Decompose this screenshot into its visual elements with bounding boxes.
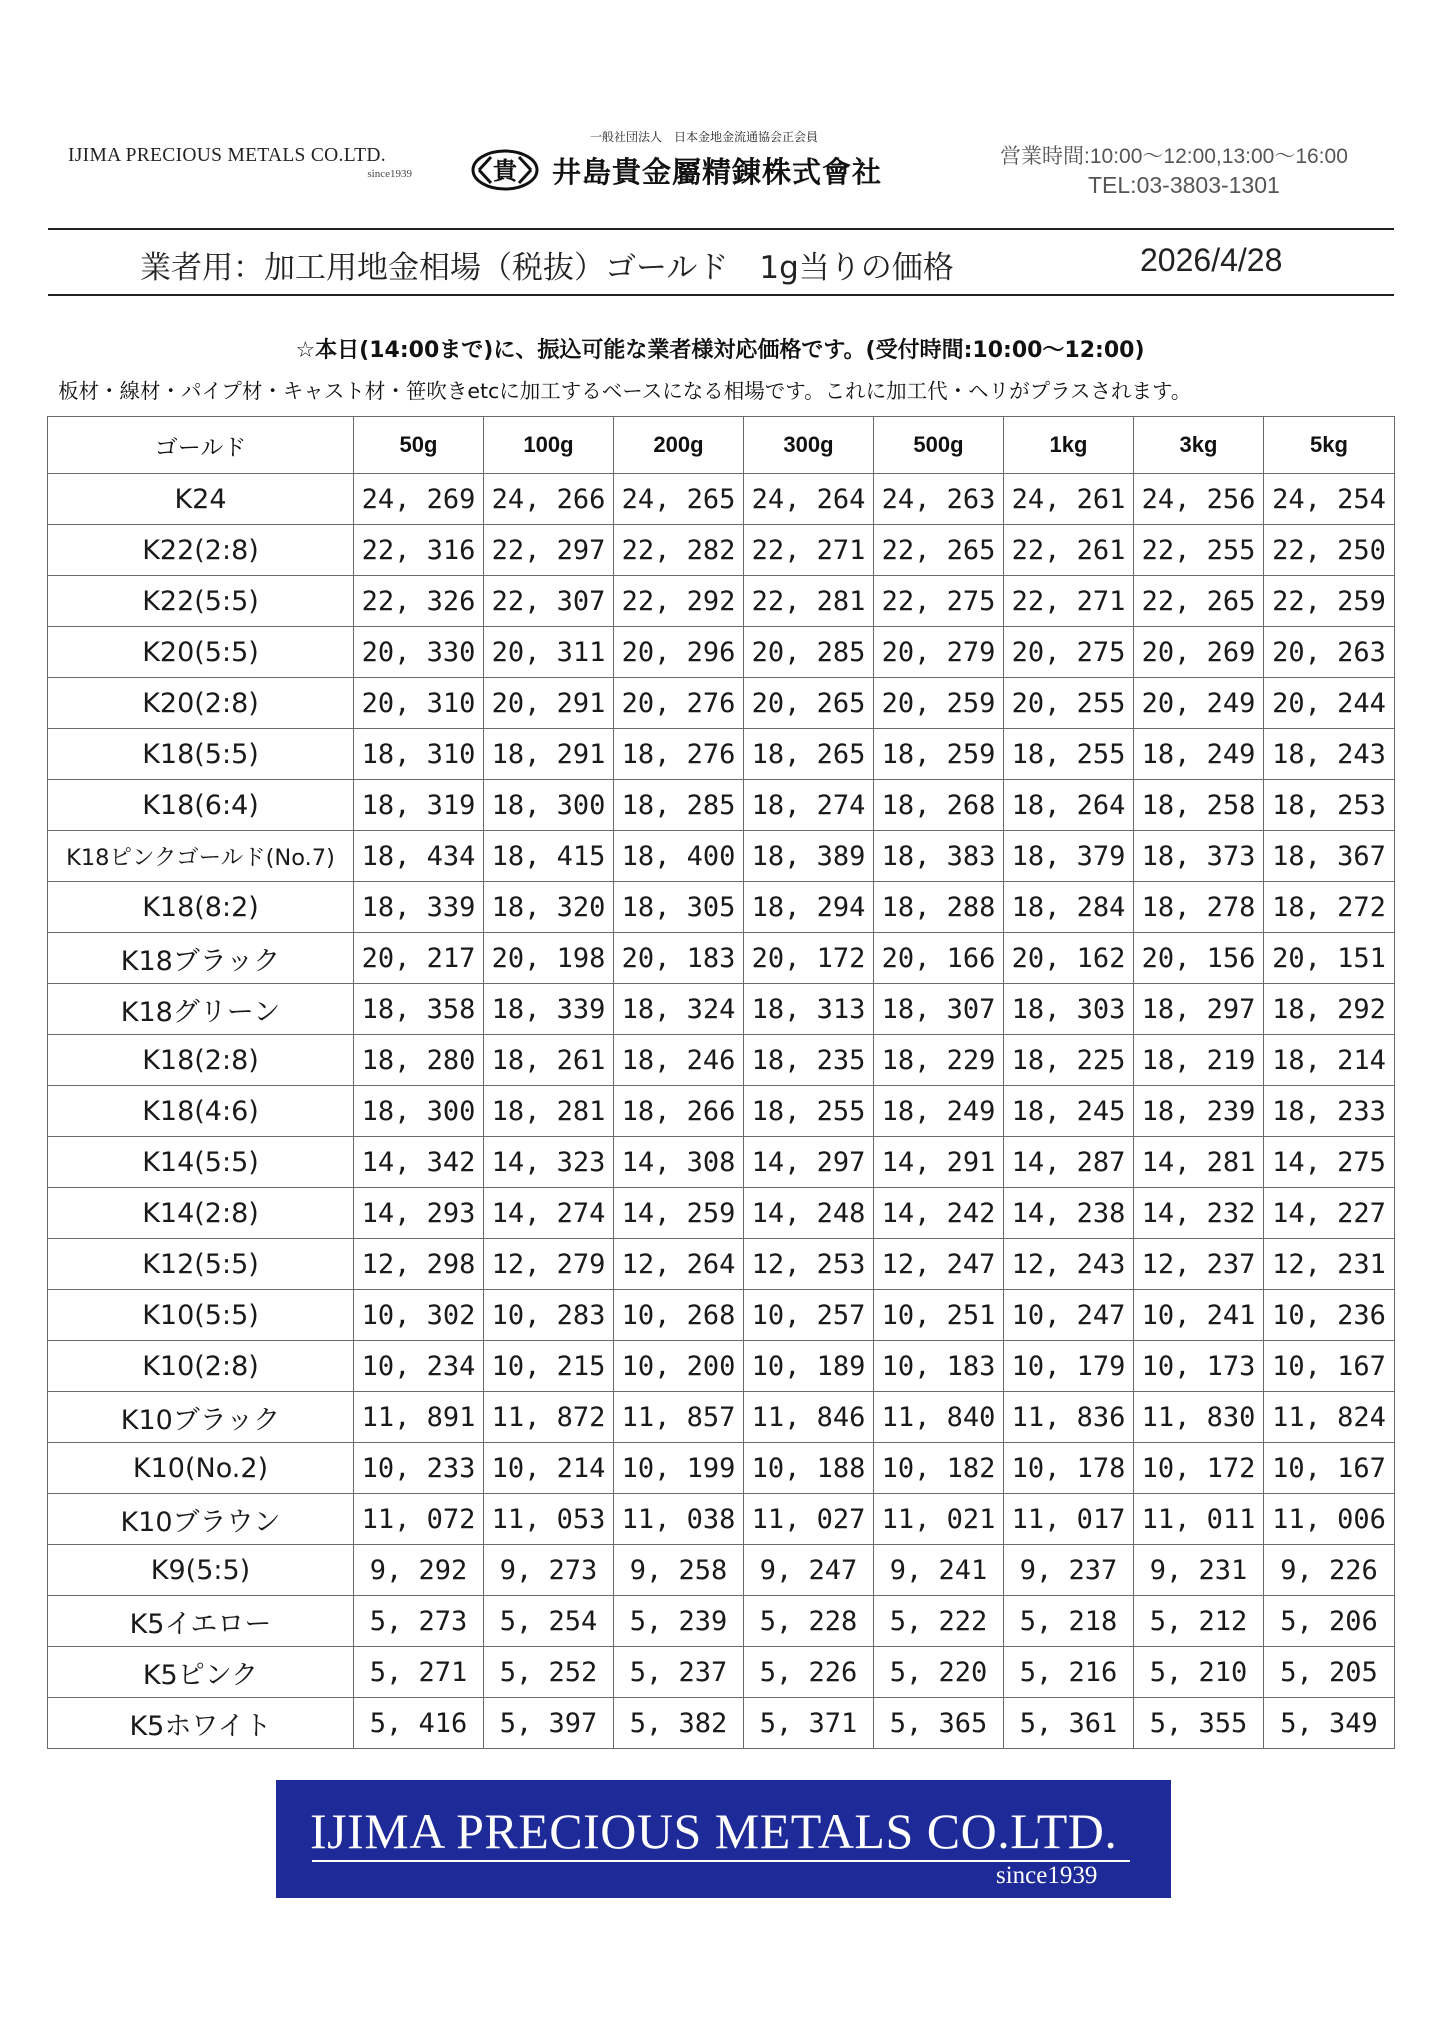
table-row <box>48 474 1395 525</box>
price-cell: 18, 291 <box>484 729 614 780</box>
alloy-label: K22(2:8) <box>48 525 354 576</box>
price-cell: 18, 389 <box>744 831 874 882</box>
price-cell: 14, 274 <box>484 1188 614 1239</box>
price-cell: 22, 297 <box>484 525 614 576</box>
table-row <box>48 1698 1395 1749</box>
price-cell: 14, 291 <box>874 1137 1004 1188</box>
contact-info <box>1000 140 1395 199</box>
price-cell: 18, 225 <box>1004 1035 1134 1086</box>
price-cell: 18, 264 <box>1004 780 1134 831</box>
table-row <box>48 525 1395 576</box>
table-row <box>48 678 1395 729</box>
price-cell: 10, 179 <box>1004 1341 1134 1392</box>
price-cell: 18, 255 <box>1004 729 1134 780</box>
price-cell: 18, 280 <box>354 1035 484 1086</box>
price-cell: 18, 258 <box>1134 780 1264 831</box>
price-cell: 11, 830 <box>1134 1392 1264 1443</box>
price-cell: 5, 218 <box>1004 1596 1134 1647</box>
price-cell: 18, 373 <box>1134 831 1264 882</box>
price-cell: 22, 292 <box>614 576 744 627</box>
price-cell: 22, 271 <box>744 525 874 576</box>
table-row <box>48 1494 1395 1545</box>
alloy-label: K18ブラック <box>48 933 354 984</box>
price-cell: 10, 189 <box>744 1341 874 1392</box>
price-cell: 18, 229 <box>874 1035 1004 1086</box>
company-logo <box>470 148 882 192</box>
price-cell: 11, 027 <box>744 1494 874 1545</box>
price-cell: 9, 258 <box>614 1545 744 1596</box>
column-header-weight: 50g <box>354 417 484 474</box>
price-cell: 18, 274 <box>744 780 874 831</box>
price-cell: 18, 358 <box>354 984 484 1035</box>
column-header-weight: 200g <box>614 417 744 474</box>
table-row <box>48 1188 1395 1239</box>
business-hours: 営業時間:10:00～12:00,13:00～16:00 <box>1000 145 1348 168</box>
price-cell: 18, 324 <box>614 984 744 1035</box>
price-cell: 24, 269 <box>354 474 484 525</box>
price-cell: 10, 173 <box>1134 1341 1264 1392</box>
telephone: TEL:03-3803-1301 <box>1088 172 1280 198</box>
brand-name: IJIMA PRECIOUS METALS CO.LTD. <box>68 145 386 166</box>
price-cell: 11, 872 <box>484 1392 614 1443</box>
company-name: 井島貴金屬精錬株式會社 <box>552 154 883 189</box>
alloy-label: K18(8:2) <box>48 882 354 933</box>
price-cell: 5, 210 <box>1134 1647 1264 1698</box>
price-cell: 9, 231 <box>1134 1545 1264 1596</box>
price-cell: 11, 072 <box>354 1494 484 1545</box>
price-cell: 10, 251 <box>874 1290 1004 1341</box>
price-cell: 22, 281 <box>744 576 874 627</box>
price-cell: 20, 311 <box>484 627 614 678</box>
table-row <box>48 1341 1395 1392</box>
table-row <box>48 576 1395 627</box>
price-cell: 20, 291 <box>484 678 614 729</box>
price-cell: 18, 305 <box>614 882 744 933</box>
price-cell: 20, 296 <box>614 627 744 678</box>
price-cell: 11, 006 <box>1264 1494 1395 1545</box>
table-row <box>48 1035 1395 1086</box>
price-cell: 18, 259 <box>874 729 1004 780</box>
price-cell: 5, 382 <box>614 1698 744 1749</box>
price-cell: 18, 246 <box>614 1035 744 1086</box>
price-cell: 10, 182 <box>874 1443 1004 1494</box>
price-cell: 20, 310 <box>354 678 484 729</box>
price-cell: 20, 244 <box>1264 678 1395 729</box>
price-cell: 22, 250 <box>1264 525 1395 576</box>
table-row <box>48 1443 1395 1494</box>
price-cell: 20, 255 <box>1004 678 1134 729</box>
price-cell: 10, 241 <box>1134 1290 1264 1341</box>
price-cell: 20, 162 <box>1004 933 1134 984</box>
price-cell: 18, 310 <box>354 729 484 780</box>
table-row <box>48 882 1395 933</box>
price-cell: 18, 434 <box>354 831 484 882</box>
price-cell: 14, 275 <box>1264 1137 1395 1188</box>
price-cell: 18, 313 <box>744 984 874 1035</box>
price-cell: 18, 219 <box>1134 1035 1264 1086</box>
alloy-label: K5ピンク <box>48 1647 354 1698</box>
price-cell: 9, 247 <box>744 1545 874 1596</box>
price-cell: 10, 188 <box>744 1443 874 1494</box>
price-cell: 14, 287 <box>1004 1137 1134 1188</box>
price-cell: 22, 326 <box>354 576 484 627</box>
price-cell: 18, 339 <box>354 882 484 933</box>
price-cell: 22, 282 <box>614 525 744 576</box>
price-cell: 5, 239 <box>614 1596 744 1647</box>
price-date: 2026/4/28 <box>1140 242 1283 278</box>
price-cell: 18, 288 <box>874 882 1004 933</box>
price-cell: 20, 265 <box>744 678 874 729</box>
alloy-label: K10(2:8) <box>48 1341 354 1392</box>
alloy-label: K20(2:8) <box>48 678 354 729</box>
alloy-label: K18(4:6) <box>48 1086 354 1137</box>
price-cell: 20, 172 <box>744 933 874 984</box>
table-row <box>48 729 1395 780</box>
price-cell: 5, 252 <box>484 1647 614 1698</box>
price-cell: 12, 279 <box>484 1239 614 1290</box>
price-cell: 22, 271 <box>1004 576 1134 627</box>
price-cell: 18, 278 <box>1134 882 1264 933</box>
price-cell: 5, 371 <box>744 1698 874 1749</box>
page-title: 業者用：加工用地金相場（税抜）ゴールド 1g当りの価格 <box>140 250 954 286</box>
price-cell: 20, 285 <box>744 627 874 678</box>
price-cell: 18, 339 <box>484 984 614 1035</box>
alloy-label: K24 <box>48 474 354 525</box>
brand-left <box>68 145 418 180</box>
price-cell: 18, 292 <box>1264 984 1395 1035</box>
alloy-label: K10(5:5) <box>48 1290 354 1341</box>
price-cell: 14, 323 <box>484 1137 614 1188</box>
price-cell: 18, 276 <box>614 729 744 780</box>
price-cell: 20, 156 <box>1134 933 1264 984</box>
price-cell: 11, 017 <box>1004 1494 1134 1545</box>
price-cell: 11, 840 <box>874 1392 1004 1443</box>
price-cell: 10, 200 <box>614 1341 744 1392</box>
price-cell: 18, 235 <box>744 1035 874 1086</box>
price-cell: 18, 303 <box>1004 984 1134 1035</box>
price-cell: 20, 183 <box>614 933 744 984</box>
alloy-label: K10ブラック <box>48 1392 354 1443</box>
price-cell: 18, 265 <box>744 729 874 780</box>
price-cell: 18, 379 <box>1004 831 1134 882</box>
alloy-label: K18ピンクゴールド(No.7) <box>48 831 354 882</box>
price-cell: 5, 206 <box>1264 1596 1395 1647</box>
price-cell: 18, 253 <box>1264 780 1395 831</box>
column-header-weight: 3kg <box>1134 417 1264 474</box>
price-cell: 9, 292 <box>354 1545 484 1596</box>
price-cell: 11, 011 <box>1134 1494 1264 1545</box>
column-header-weight: 100g <box>484 417 614 474</box>
price-cell: 18, 300 <box>354 1086 484 1137</box>
alloy-label: K10ブラウン <box>48 1494 354 1545</box>
price-cell: 20, 198 <box>484 933 614 984</box>
price-cell: 14, 248 <box>744 1188 874 1239</box>
alloy-label: K22(5:5) <box>48 576 354 627</box>
alloy-label: K10(No.2) <box>48 1443 354 1494</box>
price-cell: 22, 259 <box>1264 576 1395 627</box>
price-cell: 14, 297 <box>744 1137 874 1188</box>
column-header-weight: 500g <box>874 417 1004 474</box>
price-cell: 5, 212 <box>1134 1596 1264 1647</box>
price-cell: 20, 166 <box>874 933 1004 984</box>
price-cell: 10, 199 <box>614 1443 744 1494</box>
price-cell: 14, 308 <box>614 1137 744 1188</box>
column-header-gold: ゴールド <box>48 417 354 474</box>
alloy-label: K20(5:5) <box>48 627 354 678</box>
price-cell: 20, 263 <box>1264 627 1395 678</box>
price-table <box>47 416 1395 1749</box>
price-cell: 11, 891 <box>354 1392 484 1443</box>
price-cell: 10, 178 <box>1004 1443 1134 1494</box>
price-cell: 10, 302 <box>354 1290 484 1341</box>
price-cell: 18, 367 <box>1264 831 1395 882</box>
price-cell: 24, 266 <box>484 474 614 525</box>
alloy-label: K18(2:8) <box>48 1035 354 1086</box>
price-cell: 10, 183 <box>874 1341 1004 1392</box>
price-cell: 22, 255 <box>1134 525 1264 576</box>
price-cell: 14, 342 <box>354 1137 484 1188</box>
alloy-label: K9(5:5) <box>48 1545 354 1596</box>
brand-since: since1939 <box>367 168 412 180</box>
alloy-label: K5ホワイト <box>48 1698 354 1749</box>
price-cell: 20, 217 <box>354 933 484 984</box>
price-cell: 18, 281 <box>484 1086 614 1137</box>
price-cell: 10, 167 <box>1264 1443 1395 1494</box>
price-cell: 10, 247 <box>1004 1290 1134 1341</box>
price-cell: 12, 253 <box>744 1239 874 1290</box>
price-cell: 24, 265 <box>614 474 744 525</box>
price-cell: 5, 416 <box>354 1698 484 1749</box>
price-cell: 20, 279 <box>874 627 1004 678</box>
title-bar <box>48 228 1394 296</box>
price-cell: 5, 237 <box>614 1647 744 1698</box>
price-cell: 5, 273 <box>354 1596 484 1647</box>
price-cell: 20, 269 <box>1134 627 1264 678</box>
price-cell: 18, 300 <box>484 780 614 831</box>
note-text: 板材・線材・パイプ材・キャスト材・笹吹きetcに加工するベースになる相場です。これに加工代・ヘリがプラスされます。 <box>58 379 1192 403</box>
alloy-label: K18(6:4) <box>48 780 354 831</box>
footer-brand-since: since1939 <box>996 1862 1098 1889</box>
price-cell: 11, 836 <box>1004 1392 1134 1443</box>
price-cell: 20, 151 <box>1264 933 1395 984</box>
price-cell: 14, 293 <box>354 1188 484 1239</box>
price-cell: 24, 263 <box>874 474 1004 525</box>
price-cell: 18, 249 <box>1134 729 1264 780</box>
price-cell: 18, 294 <box>744 882 874 933</box>
price-cell: 9, 241 <box>874 1545 1004 1596</box>
table-row <box>48 1647 1395 1698</box>
price-cell: 18, 415 <box>484 831 614 882</box>
price-cell: 10, 268 <box>614 1290 744 1341</box>
price-cell: 22, 265 <box>874 525 1004 576</box>
price-cell: 11, 053 <box>484 1494 614 1545</box>
price-cell: 18, 266 <box>614 1086 744 1137</box>
company-seal-icon <box>470 148 540 192</box>
price-cell: 24, 254 <box>1264 474 1395 525</box>
price-cell: 18, 272 <box>1264 882 1395 933</box>
price-cell: 5, 216 <box>1004 1647 1134 1698</box>
price-cell: 12, 243 <box>1004 1239 1134 1290</box>
price-cell: 5, 271 <box>354 1647 484 1698</box>
table-row <box>48 1086 1395 1137</box>
price-cell: 22, 261 <box>1004 525 1134 576</box>
alloy-label: K18(5:5) <box>48 729 354 780</box>
price-cell: 18, 284 <box>1004 882 1134 933</box>
price-cell: 14, 281 <box>1134 1137 1264 1188</box>
column-header-weight: 1kg <box>1004 417 1134 474</box>
price-cell: 10, 215 <box>484 1341 614 1392</box>
alloy-label: K18グリーン <box>48 984 354 1035</box>
price-cell: 18, 383 <box>874 831 1004 882</box>
notice-text: ☆本日(14:00まで)に、振込可能な業者様対応価格です。(受付時間:10:00～12:00) <box>295 338 1145 363</box>
price-cell: 11, 824 <box>1264 1392 1395 1443</box>
price-cell: 5, 361 <box>1004 1698 1134 1749</box>
price-cell: 20, 259 <box>874 678 1004 729</box>
price-cell: 14, 242 <box>874 1188 1004 1239</box>
price-cell: 18, 249 <box>874 1086 1004 1137</box>
table-row <box>48 1137 1395 1188</box>
price-cell: 9, 237 <box>1004 1545 1134 1596</box>
price-cell: 20, 275 <box>1004 627 1134 678</box>
price-cell: 5, 220 <box>874 1647 1004 1698</box>
table-row <box>48 1596 1395 1647</box>
price-cell: 22, 316 <box>354 525 484 576</box>
price-cell: 5, 355 <box>1134 1698 1264 1749</box>
price-cell: 18, 233 <box>1264 1086 1395 1137</box>
price-cell: 22, 265 <box>1134 576 1264 627</box>
table-row <box>48 831 1395 882</box>
price-cell: 24, 256 <box>1134 474 1264 525</box>
price-cell: 10, 236 <box>1264 1290 1395 1341</box>
price-cell: 12, 231 <box>1264 1239 1395 1290</box>
price-cell: 18, 255 <box>744 1086 874 1137</box>
alloy-label: K5イエロー <box>48 1596 354 1647</box>
price-cell: 10, 257 <box>744 1290 874 1341</box>
table-row <box>48 1392 1395 1443</box>
price-cell: 18, 268 <box>874 780 1004 831</box>
price-cell: 10, 283 <box>484 1290 614 1341</box>
price-cell: 22, 307 <box>484 576 614 627</box>
price-cell: 5, 222 <box>874 1596 1004 1647</box>
price-cell: 5, 349 <box>1264 1698 1395 1749</box>
price-cell: 10, 172 <box>1134 1443 1264 1494</box>
price-cell: 14, 238 <box>1004 1188 1134 1239</box>
price-cell: 18, 245 <box>1004 1086 1134 1137</box>
price-cell: 18, 214 <box>1264 1035 1395 1086</box>
price-cell: 14, 227 <box>1264 1188 1395 1239</box>
price-cell: 11, 021 <box>874 1494 1004 1545</box>
price-cell: 18, 261 <box>484 1035 614 1086</box>
alloy-label: K12(5:5) <box>48 1239 354 1290</box>
alloy-label: K14(2:8) <box>48 1188 354 1239</box>
price-cell: 5, 254 <box>484 1596 614 1647</box>
price-cell: 18, 319 <box>354 780 484 831</box>
price-cell: 18, 285 <box>614 780 744 831</box>
table-row <box>48 1290 1395 1341</box>
price-cell: 20, 249 <box>1134 678 1264 729</box>
price-cell: 11, 857 <box>614 1392 744 1443</box>
price-cell: 10, 233 <box>354 1443 484 1494</box>
footer-logo <box>276 1780 1171 1898</box>
table-row <box>48 984 1395 1035</box>
price-cell: 5, 205 <box>1264 1647 1395 1698</box>
column-header-weight: 5kg <box>1264 417 1395 474</box>
price-cell: 18, 239 <box>1134 1086 1264 1137</box>
price-cell: 24, 261 <box>1004 474 1134 525</box>
price-cell: 12, 264 <box>614 1239 744 1290</box>
price-cell: 24, 264 <box>744 474 874 525</box>
table-row <box>48 933 1395 984</box>
price-cell: 18, 297 <box>1134 984 1264 1035</box>
price-cell: 18, 243 <box>1264 729 1395 780</box>
price-cell: 12, 237 <box>1134 1239 1264 1290</box>
price-cell: 18, 307 <box>874 984 1004 1035</box>
price-cell: 14, 259 <box>614 1188 744 1239</box>
price-cell: 10, 167 <box>1264 1341 1395 1392</box>
price-cell: 18, 320 <box>484 882 614 933</box>
price-cell: 14, 232 <box>1134 1188 1264 1239</box>
organization-label: 一般社団法人 日本金地金流通協会正会員 <box>590 130 819 144</box>
price-cell: 22, 275 <box>874 576 1004 627</box>
price-cell: 12, 247 <box>874 1239 1004 1290</box>
price-cell: 10, 234 <box>354 1341 484 1392</box>
seal-char: 貴 <box>493 157 517 185</box>
price-cell: 11, 038 <box>614 1494 744 1545</box>
price-cell: 9, 226 <box>1264 1545 1395 1596</box>
table-header-row <box>48 417 1395 474</box>
price-cell: 20, 276 <box>614 678 744 729</box>
table-row <box>48 1545 1395 1596</box>
price-cell: 18, 400 <box>614 831 744 882</box>
footer-brand-name: IJIMA PRECIOUS METALS CO.LTD. <box>310 1803 1118 1859</box>
price-cell: 5, 397 <box>484 1698 614 1749</box>
price-cell: 10, 214 <box>484 1443 614 1494</box>
price-cell: 5, 228 <box>744 1596 874 1647</box>
price-cell: 11, 846 <box>744 1392 874 1443</box>
alloy-label: K14(5:5) <box>48 1137 354 1188</box>
price-cell: 9, 273 <box>484 1545 614 1596</box>
table-row <box>48 1239 1395 1290</box>
table-row <box>48 780 1395 831</box>
column-header-weight: 300g <box>744 417 874 474</box>
table-row <box>48 627 1395 678</box>
price-cell: 12, 298 <box>354 1239 484 1290</box>
table-body <box>48 474 1395 1749</box>
price-cell: 5, 365 <box>874 1698 1004 1749</box>
price-cell: 20, 330 <box>354 627 484 678</box>
price-cell: 5, 226 <box>744 1647 874 1698</box>
